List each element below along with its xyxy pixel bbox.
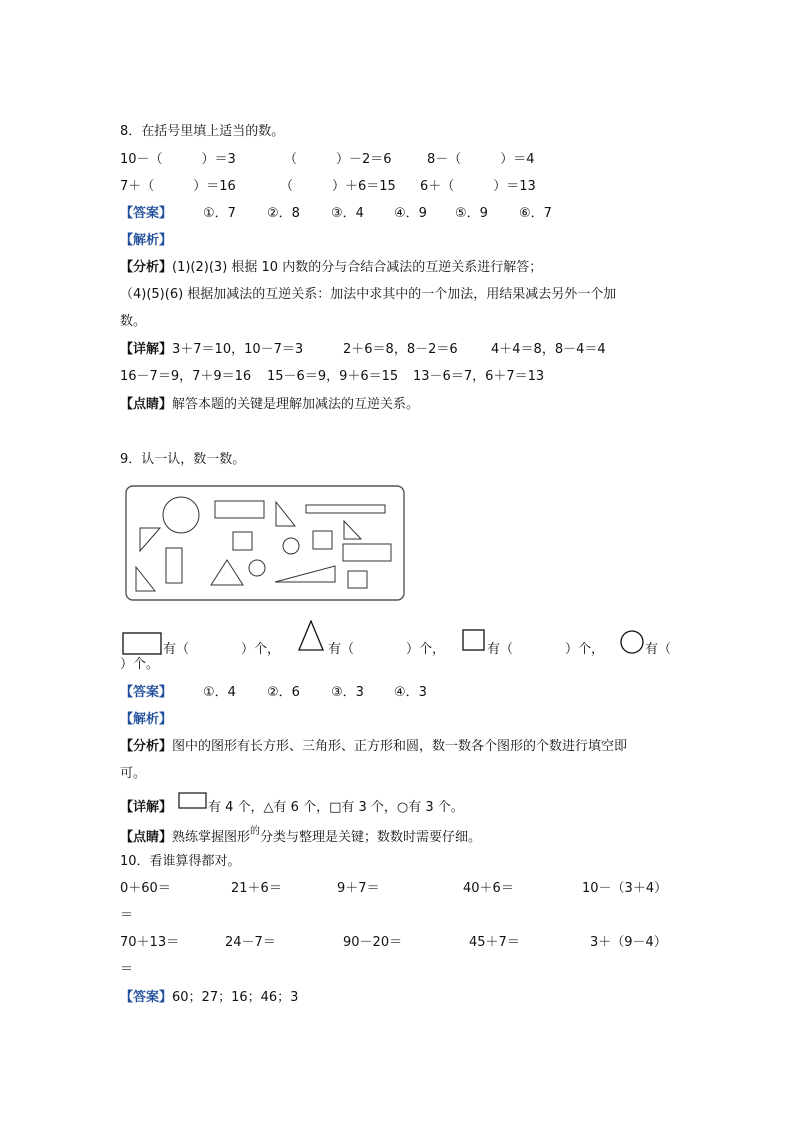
q10-eq-2: 21＋6＝ [231,881,282,896]
triangle-small-right [344,521,361,539]
q10-eq-5-cont: ＝ [120,908,134,923]
q8-xiangjie-1c: 4＋4＝8，8－4＝4 [491,342,606,357]
q9-xiangjie-text: 有 4 个，△有 6 个，□有 3 个，○有 3 个。 [208,800,464,815]
q8-fenxi-text2: （4)(5)(6) 根据加减法的互逆关系：加法中求其中的一个加法，用结果减去另外一个加 [120,287,617,302]
q9-analysis-tag: 【解析】 [120,712,173,727]
q10-title: 10．看谁算得都对。 [120,854,241,869]
q8-fenxi-text1: (1)(2)(3) 根据 10 内数的分与合结合减法的互逆关系进行解答； [172,260,543,275]
triangle-top-right [276,502,295,526]
q10-eq-10-cont: ＝ [120,962,134,977]
q8-answer-3: ③．4 [331,206,364,221]
q9-dianjing-a: 熟练掌握图形 [172,830,251,845]
q9-fenxi-tag: 【分析】 [120,739,173,754]
rectangle-right [343,544,391,561]
q8-title: 8．在括号里填上适当的数。 [120,124,285,139]
square-icon [461,629,487,653]
rectangle-top [215,501,264,518]
q10-eq-7: 24－7＝ [225,935,276,950]
circle-small-1 [283,538,299,554]
q8-xiangjie-1a: 3＋7＝10，10－7＝3 [172,342,304,357]
q8-analysis-tag: 【解析】 [120,233,173,248]
q8-fenxi-tag: 【分析】 [120,260,173,275]
q8-answer-5: ⑤．9 [455,206,488,221]
q10-eq-6: 70＋13＝ [120,935,180,950]
circle-icon [619,629,645,655]
q9-xiangjie-tag: 【详解】 [120,800,173,815]
q8-xiangjie-tag: 【详解】 [120,342,173,357]
q9-answer-tag: 【答案】 [120,685,173,700]
q10-answer: 60；27；16；46；3 [172,990,299,1005]
rectangle-long [306,505,385,513]
q9-dianjing-b: 分类与整理是关键；数数时需要仔细。 [260,830,482,845]
q9-dianjing-sup: 的 [250,826,261,837]
q8-eq-1: 10－（ ）＝3 [120,152,236,167]
q8-answer-tag: 【答案】 [120,206,173,221]
q9-answer-1: ①．4 [203,685,236,700]
q8-fenxi-text3: 数。 [120,314,147,329]
q9-fenxi-text1: 图中的图形有长方形、三角形、正方形和圆，数一数各个图形的个数进行填空即 [172,739,628,754]
q10-eq-4: 40＋6＝ [463,881,514,896]
q8-dianjing-text: 解答本题的关键是理解加减法的互逆关系。 [172,397,420,412]
q8-answer-2: ②．8 [267,206,300,221]
rectangle-tall [166,548,182,583]
triangle-left-lower [136,567,155,591]
q9-blank-circle: 有（ [645,642,672,657]
q9-dianjing-tag: 【点睛】 [120,830,173,845]
q8-eq-3: 8－（ ）＝4 [427,152,535,167]
q8-answer-4: ④．9 [394,206,427,221]
q9-blank-square: 有（ ）个， [487,642,605,657]
q8-eq-2: （ ）－2＝6 [284,152,392,167]
circle-large [163,497,199,533]
q8-xiangjie-2a: 16－7＝9，7＋9＝16 [120,369,252,384]
q9-answer-3: ③．3 [331,685,364,700]
q8-fenxi-line1 [120,260,542,276]
square-bottom [348,571,367,588]
q10-eq-8: 90－20＝ [343,935,403,950]
q9-blank-end: ）个。 [120,657,160,672]
q8-xiangjie-line1 [120,342,303,358]
q8-dianjing-line [120,397,419,413]
triangle-long [275,566,335,582]
q8-answer-6: ⑥．7 [519,206,552,221]
q8-dianjing-tag: 【点睛】 [120,397,173,412]
q10-answer-tag: 【答案】 [120,990,173,1005]
q8-xiangjie-2c: 13－6＝7，6＋7＝13 [413,369,545,384]
q10-eq-5: 10－（3＋4） [582,881,668,896]
square-mid-left [233,532,252,550]
q10-answer-line [120,990,298,1006]
q8-xiangjie-2b: 15－6＝9，9＋6＝15 [267,369,399,384]
triangle-left-upper [140,528,160,551]
q10-eq-10: 3＋（9－4） [590,935,667,950]
q10-eq-1: 0＋60＝ [120,881,171,896]
q10-eq-9: 45＋7＝ [469,935,520,950]
q9-fenxi-text2: 可。 [120,766,147,781]
q9-answer-4: ④．3 [394,685,427,700]
q9-blank-triangle: 有（ ）个， [328,642,446,657]
square-mid-right [313,531,332,549]
shapes-figure [124,484,406,602]
rectangle-icon [122,632,162,656]
q9-answer-2: ②．6 [267,685,300,700]
rectangle-icon-small [178,792,208,810]
q9-fenxi-line1 [120,739,627,755]
q8-eq-6: 6＋（ ）＝13 [420,179,536,194]
q8-answer-1: ①．7 [203,206,236,221]
triangle-icon [297,620,325,652]
q9-dianjing-line [120,826,482,847]
q8-eq-4: 7＋（ ）＝16 [120,179,236,194]
q10-eq-3: 9＋7＝ [337,881,380,896]
q9-blank-rect: 有（ ）个， [163,642,281,657]
circle-small-2 [249,560,265,576]
q9-title: 9．认一认，数一数。 [120,452,246,467]
triangle-isosceles [211,560,243,585]
q8-xiangjie-1b: 2＋6＝8，8－2＝6 [343,342,458,357]
q8-eq-5: （ ）＋6＝15 [280,179,396,194]
